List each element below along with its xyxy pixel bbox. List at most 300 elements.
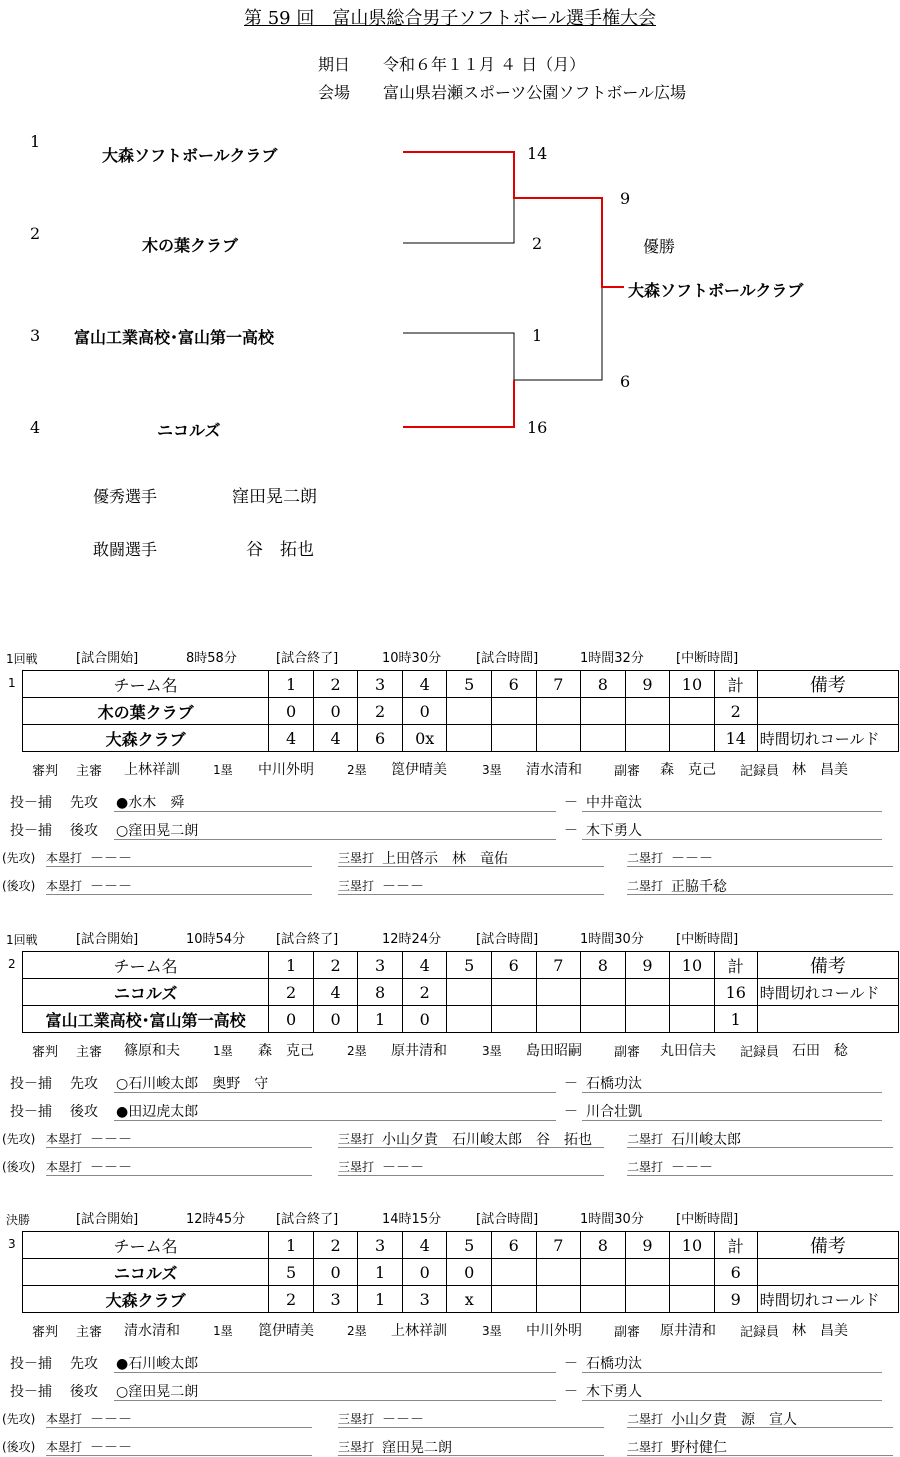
end-time: 14時15分 <box>382 1212 442 1227</box>
home-run-players: －－－ <box>90 879 132 895</box>
inning-score <box>447 979 492 1006</box>
inning-score: 2 <box>269 979 314 1006</box>
note-header: 備考 <box>757 671 898 698</box>
inning-score: 5 <box>269 1259 314 1286</box>
duration-label: [試合時間] <box>476 1212 539 1227</box>
inning-header: 9 <box>625 671 670 698</box>
game-round: 1回戦 <box>6 652 38 666</box>
bracket-seed-4: 4 <box>30 418 41 437</box>
batting-order-label: 後攻 <box>70 1384 98 1400</box>
catcher-name: 中井竜汰 <box>586 795 642 811</box>
home-run-underline <box>46 1147 312 1148</box>
suspended-label: [中断時間] <box>676 1212 739 1227</box>
separator-dash: － <box>564 1104 578 1120</box>
vice-umpire: 原井清和 <box>660 1323 716 1339</box>
second-base-umpire: 箆伊晴美 <box>391 762 447 778</box>
bracket-score: 1 <box>532 326 543 345</box>
bracket-seed-1: 1 <box>30 132 41 151</box>
batting-order-label: 先攻 <box>70 795 98 811</box>
triple-players: －－－ <box>382 1412 424 1428</box>
batting-side-label: (先攻) <box>2 1412 36 1426</box>
chief-umpire: 篠原和夫 <box>124 1043 180 1059</box>
chief-umpire: 清水清和 <box>124 1323 180 1339</box>
inning-score: 3 <box>402 1286 447 1313</box>
battery-label: 投－捕 <box>10 1104 52 1120</box>
inning-score: 1 <box>358 1286 403 1313</box>
start-time: 10時54分 <box>186 932 246 947</box>
inning-score: 4 <box>269 725 314 752</box>
double-players: 石川峻太郎 <box>671 1132 741 1148</box>
inning-score <box>536 979 581 1006</box>
first-base-label: 1塁 <box>213 1044 233 1058</box>
inning-header: 8 <box>581 671 626 698</box>
inning-score: 0 <box>313 698 358 725</box>
total-score: 14 <box>714 725 757 752</box>
inning-header: 6 <box>492 1232 537 1259</box>
game-number: 2 <box>8 957 16 971</box>
double-players: 小山夕貴 源 宣人 <box>671 1412 797 1428</box>
home-run-underline <box>46 1427 312 1428</box>
vice-umpire-label: 副審 <box>614 1325 641 1340</box>
team-name: 木の葉クラブ <box>23 698 269 725</box>
home-run-label: 本塁打 <box>46 1412 83 1426</box>
inning-score <box>447 725 492 752</box>
separator-dash: － <box>564 1076 578 1092</box>
separator-dash: － <box>564 823 578 839</box>
game-number: 3 <box>8 1237 16 1251</box>
recorder-name: 林 昌美 <box>792 762 848 778</box>
pitcher-underline <box>114 1400 556 1401</box>
note-cell: 時間切れコールド <box>757 725 898 752</box>
inning-header: 6 <box>492 671 537 698</box>
batting-order-label: 先攻 <box>70 1076 98 1092</box>
second-base-umpire: 原井清和 <box>391 1043 447 1059</box>
inning-score: 2 <box>358 698 403 725</box>
total-score: 1 <box>714 1006 757 1033</box>
separator-dash: － <box>564 1384 578 1400</box>
start-label: [試合開始] <box>76 932 139 947</box>
duration-label: [試合時間] <box>476 651 539 666</box>
double-underline <box>627 866 893 867</box>
triple-label: 三塁打 <box>338 851 375 865</box>
inning-header: 7 <box>536 952 581 979</box>
umpire-label: 審判 <box>32 1045 59 1060</box>
pitcher-underline <box>114 839 556 840</box>
double-label: 二塁打 <box>627 1440 664 1454</box>
inning-score: 4 <box>313 725 358 752</box>
inning-score: 6 <box>358 725 403 752</box>
scoreboard-row <box>23 1006 899 1033</box>
separator-dash: － <box>564 795 578 811</box>
catcher-name: 石橋功汰 <box>586 1076 642 1092</box>
inning-score <box>670 1006 715 1033</box>
inning-score: 4 <box>313 979 358 1006</box>
inning-score: 8 <box>358 979 403 1006</box>
home-run-underline <box>46 866 312 867</box>
pitcher-underline <box>114 811 556 812</box>
scoreboard-row <box>23 725 899 752</box>
total-score: 16 <box>714 979 757 1006</box>
inning-score: 0 <box>313 1006 358 1033</box>
double-label: 二塁打 <box>627 1132 664 1146</box>
chief-umpire-label: 主審 <box>76 1325 103 1340</box>
suspended-label: [中断時間] <box>676 932 739 947</box>
pitcher-name: ●水木 舜 <box>116 795 185 811</box>
total-header: 計 <box>714 1232 757 1259</box>
inning-header: 3 <box>358 671 403 698</box>
triple-players: 窪田晃二朗 <box>382 1440 452 1456</box>
second-base-umpire: 上林祥訓 <box>391 1323 447 1339</box>
inning-score <box>670 1259 715 1286</box>
vice-umpire: 丸田信夫 <box>660 1043 716 1059</box>
champion-name: 大森ソフトボールクラブ <box>628 281 804 300</box>
double-underline <box>627 894 893 895</box>
start-time: 12時45分 <box>186 1212 246 1227</box>
first-base-umpire: 中川外明 <box>258 762 314 778</box>
triple-label: 三塁打 <box>338 1440 375 1454</box>
batting-order-label: 後攻 <box>70 823 98 839</box>
award-label: 敢闘選手 <box>93 540 158 559</box>
first-base-label: 1塁 <box>213 1324 233 1338</box>
inning-score <box>581 698 626 725</box>
umpire-label: 審判 <box>32 764 59 779</box>
catcher-name: 川合壮凱 <box>586 1104 642 1120</box>
catcher-name: 木下勇人 <box>586 823 642 839</box>
note-cell: 時間切れコールド <box>757 1286 898 1313</box>
double-label: 二塁打 <box>627 879 664 893</box>
triple-label: 三塁打 <box>338 1412 375 1426</box>
tournament-bracket <box>0 0 900 470</box>
bracket-team-1: 大森ソフトボールクラブ <box>102 146 278 165</box>
scoreboard-table <box>22 951 899 1033</box>
team-name: 富山工業高校･富山第一高校 <box>23 1006 269 1033</box>
home-run-label: 本塁打 <box>46 851 83 865</box>
inning-score <box>670 698 715 725</box>
first-base-umpire: 森 克己 <box>258 1043 314 1059</box>
first-base-umpire: 箆伊晴美 <box>258 1323 314 1339</box>
inning-score <box>670 979 715 1006</box>
inning-score <box>625 1259 670 1286</box>
inning-score: 3 <box>313 1286 358 1313</box>
inning-score: 2 <box>402 979 447 1006</box>
inning-header: 3 <box>358 1232 403 1259</box>
end-label: [試合終了] <box>276 651 339 666</box>
venue-label: 会場 <box>318 83 351 102</box>
batting-order-label: 先攻 <box>70 1356 98 1372</box>
inning-header: 10 <box>670 671 715 698</box>
inning-header: 9 <box>625 952 670 979</box>
scoreboard-header <box>23 671 899 698</box>
battery-label: 投－捕 <box>10 823 52 839</box>
inning-score <box>492 698 537 725</box>
inning-header: 10 <box>670 1232 715 1259</box>
champion-label: 優勝 <box>643 237 676 256</box>
chief-umpire: 上林祥訓 <box>124 762 180 778</box>
double-players: 正脇千稔 <box>671 879 727 895</box>
suspended-label: [中断時間] <box>676 651 739 666</box>
scoreboard-row <box>23 698 899 725</box>
bracket-team-3: 富山工業高校･富山第一高校 <box>74 328 275 347</box>
second-base-label: 2塁 <box>347 1324 367 1338</box>
scoreboard-table <box>22 670 899 752</box>
second-base-label: 2塁 <box>347 763 367 777</box>
scoreboard-row <box>23 1259 899 1286</box>
catcher-name: 石橋功汰 <box>586 1356 642 1372</box>
recorder-label: 記録員 <box>740 1045 780 1060</box>
game-round: 決勝 <box>6 1213 31 1227</box>
inning-score <box>447 698 492 725</box>
inning-score <box>536 698 581 725</box>
team-column-header: チーム名 <box>23 671 269 698</box>
home-run-label: 本塁打 <box>46 1160 83 1174</box>
first-base-label: 1塁 <box>213 763 233 777</box>
third-base-umpire: 清水清和 <box>526 762 582 778</box>
double-players: －－－ <box>671 851 713 867</box>
chief-umpire-label: 主審 <box>76 1045 103 1060</box>
bracket-score: 16 <box>527 418 548 437</box>
inning-score: 0 <box>269 698 314 725</box>
inning-score <box>536 1286 581 1313</box>
team-column-header: チーム名 <box>23 1232 269 1259</box>
pitcher-name: ●田辺虎太郎 <box>116 1104 199 1120</box>
inning-header: 8 <box>581 952 626 979</box>
catcher-name: 木下勇人 <box>586 1384 642 1400</box>
second-base-label: 2塁 <box>347 1044 367 1058</box>
double-underline <box>627 1147 893 1148</box>
triple-players: －－－ <box>382 879 424 895</box>
inning-score: x <box>447 1286 492 1313</box>
batting-side-label: (後攻) <box>2 879 36 893</box>
date-value: 令和６年１１月 ４ 日（月） <box>383 55 586 74</box>
third-base-umpire: 中川外明 <box>526 1323 582 1339</box>
battery-label: 投－捕 <box>10 1076 52 1092</box>
date-label: 期日 <box>318 55 351 74</box>
pitcher-name: ●石川峻太郎 <box>116 1356 199 1372</box>
recorder-label: 記録員 <box>740 764 780 779</box>
inning-score: 0 <box>447 1259 492 1286</box>
inning-score <box>581 1259 626 1286</box>
team-name: ニコルズ <box>23 1259 269 1286</box>
third-base-label: 3塁 <box>482 763 502 777</box>
umpire-label: 審判 <box>32 1325 59 1340</box>
inning-header: 1 <box>269 952 314 979</box>
catcher-underline <box>582 1400 882 1401</box>
note-cell <box>757 1006 898 1033</box>
separator-dash: － <box>564 1356 578 1372</box>
batting-side-label: (後攻) <box>2 1160 36 1174</box>
bracket-score: 2 <box>532 234 543 253</box>
pitcher-underline <box>114 1092 556 1093</box>
note-cell <box>757 1259 898 1286</box>
home-run-players: －－－ <box>90 1132 132 1148</box>
pitcher-name: ○窪田晃二朗 <box>116 1384 199 1400</box>
inning-header: 7 <box>536 1232 581 1259</box>
home-run-label: 本塁打 <box>46 879 83 893</box>
third-base-umpire: 島田昭嗣 <box>526 1043 582 1059</box>
start-time: 8時58分 <box>186 651 237 666</box>
inning-header: 4 <box>402 952 447 979</box>
double-label: 二塁打 <box>627 1412 664 1426</box>
scoreboard-row <box>23 1286 899 1313</box>
inning-header: 4 <box>402 671 447 698</box>
home-run-underline <box>46 1175 312 1176</box>
double-underline <box>627 1175 893 1176</box>
award-name: 谷 拓也 <box>246 540 314 560</box>
game-number: 1 <box>8 676 16 690</box>
vice-umpire: 森 克己 <box>660 762 716 778</box>
inning-score: 0x <box>402 725 447 752</box>
team-name: ニコルズ <box>23 979 269 1006</box>
bracket-seed-3: 3 <box>30 326 41 345</box>
inning-score <box>625 1286 670 1313</box>
total-score: 9 <box>714 1286 757 1313</box>
inning-score <box>536 1259 581 1286</box>
triple-label: 三塁打 <box>338 1132 375 1146</box>
double-label: 二塁打 <box>627 1160 664 1174</box>
batting-side-label: (先攻) <box>2 1132 36 1146</box>
inning-score <box>670 725 715 752</box>
inning-header: 2 <box>313 671 358 698</box>
inning-score <box>581 1286 626 1313</box>
inning-score <box>492 1286 537 1313</box>
catcher-underline <box>582 839 882 840</box>
triple-underline <box>338 866 604 867</box>
triple-underline <box>338 1147 604 1148</box>
triple-underline <box>338 894 604 895</box>
team-column-header: チーム名 <box>23 952 269 979</box>
inning-header: 5 <box>447 671 492 698</box>
duration-time: 1時間30分 <box>580 1212 644 1227</box>
duration-time: 1時間32分 <box>580 651 644 666</box>
bracket-team-2: 木の葉クラブ <box>142 236 239 255</box>
inning-score: 0 <box>402 698 447 725</box>
team-name: 大森クラブ <box>23 1286 269 1313</box>
inning-score: 2 <box>269 1286 314 1313</box>
third-base-label: 3塁 <box>482 1044 502 1058</box>
inning-header: 10 <box>670 952 715 979</box>
pitcher-underline <box>114 1120 556 1121</box>
game-round: 1回戦 <box>6 933 38 947</box>
inning-score: 1 <box>358 1006 403 1033</box>
inning-score <box>670 1286 715 1313</box>
battery-label: 投－捕 <box>10 795 52 811</box>
inning-header: 4 <box>402 1232 447 1259</box>
catcher-underline <box>582 1120 882 1121</box>
team-name: 大森クラブ <box>23 725 269 752</box>
recorder-name: 石田 稔 <box>792 1043 848 1059</box>
page-title: 第 59 回 富山県総合男子ソフトボール選手権大会 <box>244 8 656 29</box>
inning-score <box>625 1006 670 1033</box>
award-name: 窪田晃二朗 <box>232 487 317 507</box>
home-run-players: －－－ <box>90 1412 132 1428</box>
triple-players: －－－ <box>382 1160 424 1176</box>
inning-score <box>492 979 537 1006</box>
vice-umpire-label: 副審 <box>614 764 641 779</box>
double-underline <box>627 1427 893 1428</box>
total-header: 計 <box>714 952 757 979</box>
batting-side-label: (先攻) <box>2 851 36 865</box>
vice-umpire-label: 副審 <box>614 1045 641 1060</box>
inning-header: 2 <box>313 952 358 979</box>
inning-score <box>625 725 670 752</box>
batting-order-label: 後攻 <box>70 1104 98 1120</box>
bracket-score: 9 <box>620 189 631 208</box>
inning-score <box>581 725 626 752</box>
pitcher-underline <box>114 1372 556 1373</box>
inning-header: 5 <box>447 1232 492 1259</box>
triple-players: 上田啓示 林 竜佑 <box>382 851 508 867</box>
inning-score <box>492 725 537 752</box>
home-run-label: 本塁打 <box>46 1132 83 1146</box>
catcher-underline <box>582 1372 882 1373</box>
end-label: [試合終了] <box>276 932 339 947</box>
battery-label: 投－捕 <box>10 1356 52 1372</box>
scoreboard-header <box>23 1232 899 1259</box>
bracket-team-4: ニコルズ <box>157 421 221 440</box>
duration-label: [試合時間] <box>476 932 539 947</box>
inning-header: 3 <box>358 952 403 979</box>
triple-label: 三塁打 <box>338 879 375 893</box>
bracket-score: 14 <box>527 144 548 163</box>
home-run-label: 本塁打 <box>46 1440 83 1454</box>
inning-score: 1 <box>358 1259 403 1286</box>
battery-label: 投－捕 <box>10 1384 52 1400</box>
inning-header: 2 <box>313 1232 358 1259</box>
end-label: [試合終了] <box>276 1212 339 1227</box>
triple-underline <box>338 1175 604 1176</box>
batting-side-label: (後攻) <box>2 1440 36 1454</box>
triple-label: 三塁打 <box>338 1160 375 1174</box>
scoreboard-table <box>22 1231 899 1313</box>
scoreboard-header <box>23 952 899 979</box>
inning-score <box>625 698 670 725</box>
total-score: 2 <box>714 698 757 725</box>
inning-score: 0 <box>402 1006 447 1033</box>
inning-score <box>625 979 670 1006</box>
home-run-underline <box>46 894 312 895</box>
note-cell <box>757 698 898 725</box>
inning-header: 7 <box>536 671 581 698</box>
total-header: 計 <box>714 671 757 698</box>
pitcher-name: ○窪田晃二朗 <box>116 823 199 839</box>
inning-header: 8 <box>581 1232 626 1259</box>
inning-score <box>581 1006 626 1033</box>
inning-score <box>492 1006 537 1033</box>
end-time: 10時30分 <box>382 651 442 666</box>
recorder-label: 記録員 <box>740 1325 780 1340</box>
chief-umpire-label: 主審 <box>76 764 103 779</box>
bracket-seed-2: 2 <box>30 224 41 243</box>
note-header: 備考 <box>757 1232 898 1259</box>
inning-score <box>536 725 581 752</box>
inning-header: 5 <box>447 952 492 979</box>
scoreboard-row <box>23 979 899 1006</box>
home-run-players: －－－ <box>90 1440 132 1456</box>
award-label: 優秀選手 <box>93 487 158 506</box>
inning-header: 6 <box>492 952 537 979</box>
bracket-score: 6 <box>620 372 631 391</box>
catcher-underline <box>582 811 882 812</box>
total-score: 6 <box>714 1259 757 1286</box>
pitcher-name: ○石川峻太郎 奥野 守 <box>116 1076 269 1092</box>
inning-score <box>447 1006 492 1033</box>
inning-header: 9 <box>625 1232 670 1259</box>
double-label: 二塁打 <box>627 851 664 865</box>
inning-score: 0 <box>402 1259 447 1286</box>
venue-value: 富山県岩瀬スポーツ公園ソフトボール広場 <box>383 83 687 102</box>
note-cell: 時間切れコールド <box>757 979 898 1006</box>
end-time: 12時24分 <box>382 932 442 947</box>
